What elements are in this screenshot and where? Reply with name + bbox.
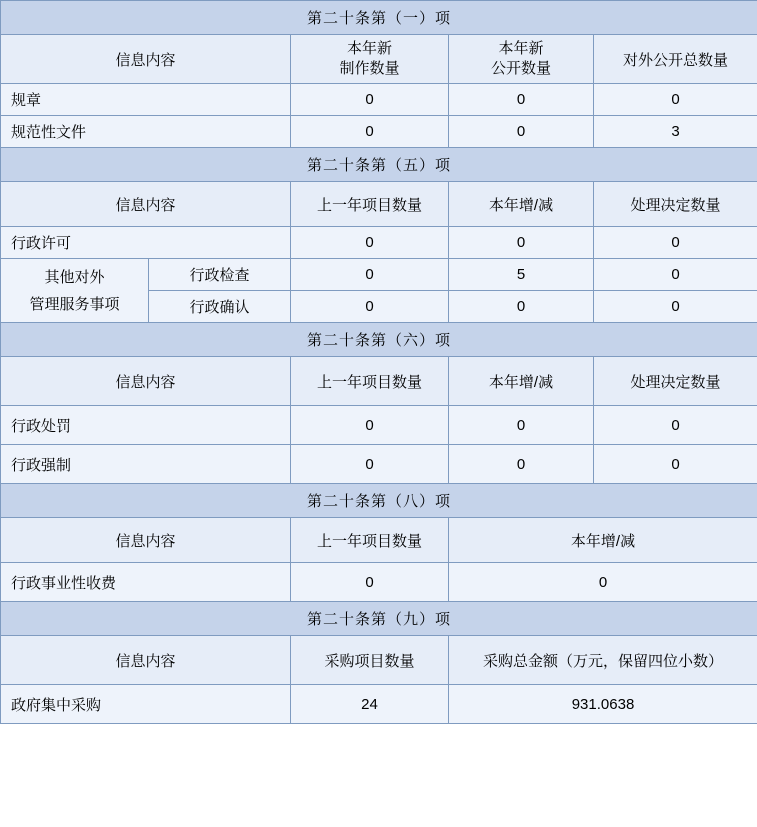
row-label-administrative-penalty: 行政处罚 [1, 406, 291, 445]
table-row [1, 445, 757, 484]
column-header-new-public-count [449, 35, 594, 84]
table-row [1, 227, 757, 259]
row-label-line-2: 管理服务事项 [29, 295, 120, 313]
column-header-year-change: 本年增/减 [449, 518, 757, 563]
cell-value: 0 [594, 227, 757, 259]
column-header-line-1: 本年新 [498, 39, 544, 57]
cell-value: 24 [291, 685, 449, 724]
column-header-row [1, 357, 757, 406]
table-row [1, 84, 757, 116]
row-label-government-centralized-procurement: 政府集中采购 [1, 685, 291, 724]
section-header-row [1, 323, 757, 357]
cell-value: 0 [594, 84, 757, 116]
cell-value: 0 [594, 259, 757, 291]
cell-value: 0 [449, 563, 757, 602]
cell-value: 0 [291, 291, 449, 323]
row-label-administrative-license: 行政许可 [1, 227, 291, 259]
column-header-prev-year-count: 上一年项目数量 [291, 518, 449, 563]
section-title-item-1: 第二十条第（一）项 [1, 1, 757, 35]
column-header-info-content: 信息内容 [1, 518, 291, 563]
row-label-administrative-fees: 行政事业性收费 [1, 563, 291, 602]
column-header-info-content: 信息内容 [1, 357, 291, 406]
column-header-line-2: 制作数量 [339, 60, 400, 77]
column-header-info-content: 信息内容 [1, 636, 291, 685]
column-header-line-1: 本年新 [346, 39, 392, 57]
section-header-row [1, 602, 757, 636]
row-sublabel-administrative-confirmation: 行政确认 [149, 291, 291, 323]
cell-value: 0 [291, 563, 449, 602]
row-label-regulations: 规章 [1, 84, 291, 116]
cell-value: 5 [449, 259, 594, 291]
column-header-procurement-project-count: 采购项目数量 [291, 636, 449, 685]
cell-value: 0 [449, 445, 594, 484]
section-header-row [1, 484, 757, 518]
cell-value: 3 [594, 116, 757, 148]
section-header-row [1, 148, 757, 182]
cell-value: 0 [449, 84, 594, 116]
cell-value: 0 [291, 406, 449, 445]
column-header-prev-year-count: 上一年项目数量 [291, 357, 449, 406]
cell-value: 0 [594, 291, 757, 323]
section-title-item-8: 第二十条第（八）项 [1, 484, 757, 518]
cell-value: 0 [291, 84, 449, 116]
cell-value: 0 [291, 445, 449, 484]
column-header-total-public-count: 对外公开总数量 [594, 35, 757, 84]
cell-value: 0 [449, 227, 594, 259]
column-header-info-content: 信息内容 [1, 182, 291, 227]
cell-value: 931.0638 [449, 685, 757, 724]
table-row [1, 259, 757, 291]
row-label-administrative-enforcement: 行政强制 [1, 445, 291, 484]
column-header-procurement-total-amount: 采购总金额（万元，保留四位小数） [449, 636, 757, 685]
cell-value: 0 [291, 259, 449, 291]
column-header-prev-year-count: 上一年项目数量 [291, 182, 449, 227]
cell-value: 0 [449, 291, 594, 323]
column-header-info-content: 信息内容 [1, 35, 291, 84]
cell-value: 0 [449, 406, 594, 445]
cell-value: 0 [594, 406, 757, 445]
column-header-line-2: 公开数量 [490, 60, 551, 77]
cell-value: 0 [291, 227, 449, 259]
section-header-row [1, 1, 757, 35]
row-sublabel-administrative-inspection: 行政检查 [149, 259, 291, 291]
section-title-item-6: 第二十条第（六）项 [1, 323, 757, 357]
cell-value: 0 [449, 116, 594, 148]
column-header-year-change: 本年增/减 [449, 357, 594, 406]
column-header-decision-count: 处理决定数量 [594, 182, 757, 227]
section-title-item-9: 第二十条第（九）项 [1, 602, 757, 636]
column-header-new-made-count [291, 35, 449, 84]
table-row [1, 406, 757, 445]
cell-value: 0 [291, 116, 449, 148]
cell-value: 0 [594, 445, 757, 484]
column-header-row [1, 35, 757, 84]
row-label-line-1: 其他对外 [44, 268, 105, 286]
table-row [1, 685, 757, 724]
section-title-item-5: 第二十条第（五）项 [1, 148, 757, 182]
table-row [1, 116, 757, 148]
column-header-year-change: 本年增/减 [449, 182, 594, 227]
column-header-row [1, 518, 757, 563]
row-label-normative-documents: 规范性文件 [1, 116, 291, 148]
column-header-decision-count: 处理决定数量 [594, 357, 757, 406]
column-header-row [1, 182, 757, 227]
row-label-other-external-management-services [1, 259, 149, 323]
column-header-row [1, 636, 757, 685]
table-row [1, 563, 757, 602]
